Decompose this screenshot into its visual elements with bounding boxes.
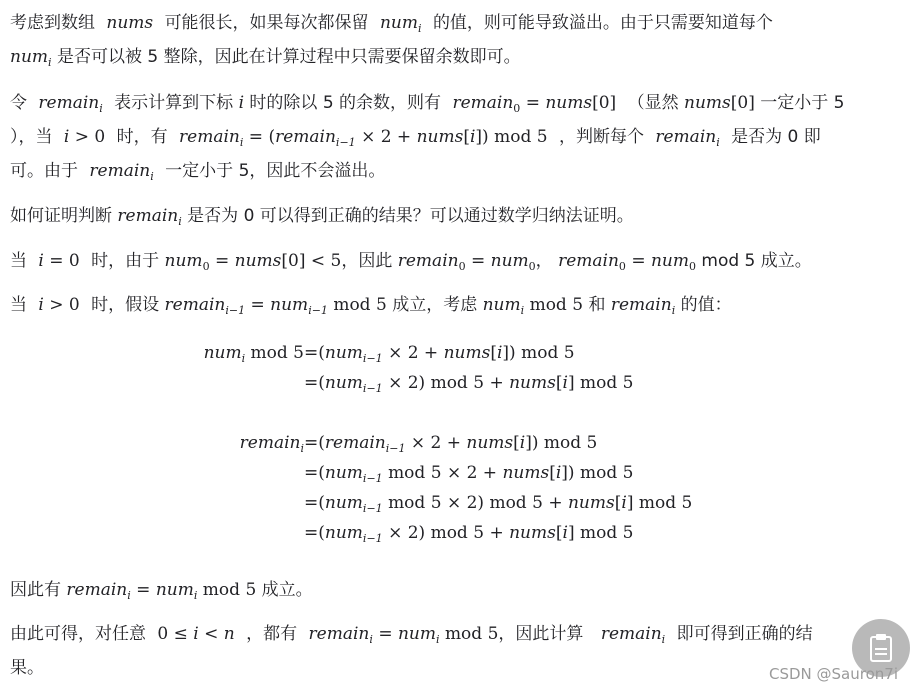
math-nums: nums xyxy=(684,93,731,113)
math-op: =( xyxy=(304,433,325,453)
math-eq: = xyxy=(631,251,646,271)
math-bracket: ]) xyxy=(475,127,489,147)
math-i: i xyxy=(519,433,526,453)
math-num: num xyxy=(10,47,49,67)
paragraph-7 xyxy=(10,617,896,685)
text: 果。 xyxy=(10,658,44,678)
equation-rhs xyxy=(304,368,633,398)
math-sub: i−1 xyxy=(385,442,406,455)
text: < 5，因此 xyxy=(310,251,393,271)
math-remain: remain xyxy=(324,433,386,453)
math-sub: i−1 xyxy=(335,136,356,149)
math-op: + xyxy=(548,493,563,513)
math-range: 0 ≤ xyxy=(157,624,188,644)
text: 当 xyxy=(10,295,27,315)
math-cond: > 0 xyxy=(49,295,80,315)
math-bracket: [ xyxy=(490,343,497,363)
math-mod: mod 5 xyxy=(430,373,485,393)
math-eq: = xyxy=(525,93,540,113)
text: 是否为 0 可以得到正确的结果？可以通过数学归纳法证明。 xyxy=(187,206,634,226)
math-sub: i xyxy=(241,352,246,365)
text: 即可得到正确的结 xyxy=(676,624,813,644)
math-nums: nums xyxy=(106,13,154,33)
math-i: i xyxy=(38,295,44,315)
text: ），当 xyxy=(10,127,53,147)
math-sub: 0 xyxy=(458,260,466,273)
math-num: num xyxy=(155,580,194,600)
math-i: i xyxy=(238,93,245,113)
math-op: × 2 xyxy=(388,373,419,393)
paragraph-4 xyxy=(10,244,896,278)
equation-row xyxy=(0,368,912,398)
math-i: i xyxy=(562,373,568,393)
math-paren: ) xyxy=(418,523,426,543)
math-eq: = xyxy=(470,251,486,271)
math-remain: remain xyxy=(89,161,151,181)
math-index: [0] xyxy=(281,251,306,271)
equation-row xyxy=(0,338,912,368)
math-sub: i xyxy=(661,633,666,646)
math-mod: mod 5 xyxy=(430,523,485,543)
math-sub: i−1 xyxy=(362,382,383,395)
math-i: i xyxy=(555,463,562,483)
math-num: num xyxy=(324,493,363,513)
math-mod: mod 5 xyxy=(388,463,442,483)
text: mod 5 和 xyxy=(529,295,606,315)
math-bracket: [ xyxy=(549,463,556,483)
math-bracket: ] xyxy=(567,523,575,543)
math-sub: i−1 xyxy=(308,304,328,317)
math-sub: 0 xyxy=(513,102,521,115)
math-eq: = xyxy=(136,580,151,600)
math-mod: mod 5 xyxy=(521,343,575,363)
math-eq: = xyxy=(214,251,230,271)
paragraph-2 xyxy=(10,86,896,188)
math-remain: remain xyxy=(452,93,514,113)
math-mod: mod 5 xyxy=(494,127,548,147)
math-sub: 0 xyxy=(689,260,696,273)
math-bracket: [ xyxy=(555,523,563,543)
text: 表示计算到下标 xyxy=(114,93,234,113)
math-op: =( xyxy=(304,463,325,483)
math-sub: i xyxy=(369,633,373,646)
math-remain: remain xyxy=(117,206,179,226)
math-num: num xyxy=(203,343,242,363)
math-remain: remain xyxy=(558,251,619,271)
math-remain: remain xyxy=(179,127,240,147)
math-remain: remain xyxy=(397,251,459,271)
math-sub: i xyxy=(436,633,440,646)
equation-row xyxy=(0,428,912,458)
math-mod: mod 5 xyxy=(388,493,442,513)
math-bracket: ] xyxy=(567,373,575,393)
math-sub: 0 xyxy=(528,260,536,273)
math-op: × 2 + xyxy=(388,343,439,363)
math-remain: remain xyxy=(655,127,717,147)
math-op: × 2 xyxy=(388,523,419,543)
math-sub: i−1 xyxy=(362,532,383,545)
math-nums: nums xyxy=(567,493,615,513)
math-sub: 0 xyxy=(618,260,626,273)
text: 因此有 xyxy=(10,580,61,600)
text: 如何证明判断 xyxy=(10,206,112,226)
text: 时，由于 xyxy=(91,251,160,271)
math-remain: remain xyxy=(164,295,226,315)
text: 是否可以被 5 整除，因此在计算过程中只需要保留余数即可。 xyxy=(56,47,521,67)
text: mod 5 成立，考虑 xyxy=(333,295,478,315)
math-bracket: ]) xyxy=(561,463,575,483)
math-sub: i xyxy=(150,170,154,183)
text: 可。由于 xyxy=(10,161,78,181)
text: 时，有 xyxy=(116,127,168,147)
text: ，判断每个 xyxy=(558,127,644,147)
math-i: i xyxy=(621,493,627,513)
math-bracket: [ xyxy=(513,433,520,453)
math-remain: remain xyxy=(66,580,128,600)
math-num: num xyxy=(379,13,418,33)
math-num: num xyxy=(490,251,529,271)
math-index: [0] xyxy=(730,93,755,113)
math-remain: remain xyxy=(275,127,336,147)
math-i: i xyxy=(38,251,44,271)
math-bracket: ] xyxy=(626,493,634,513)
math-op: =( xyxy=(304,493,325,513)
math-nums: nums xyxy=(466,433,514,453)
math-bracket: [ xyxy=(463,127,470,147)
math-remain: remain xyxy=(38,93,100,113)
math-sub: i xyxy=(418,22,422,35)
text: 是否为 0 即 xyxy=(731,127,821,147)
math-op: × 2 + xyxy=(361,127,412,147)
math-bracket: ]) xyxy=(525,433,539,453)
paragraph-3 xyxy=(10,199,896,233)
text: 令 xyxy=(10,93,27,113)
math-sub: i−1 xyxy=(362,502,383,515)
math-sub: i xyxy=(193,589,198,602)
equation-rhs xyxy=(304,488,692,518)
math-i: i xyxy=(562,523,568,543)
math-num: num xyxy=(270,295,309,315)
text: 一定小于 5 xyxy=(760,93,845,113)
math-nums: nums xyxy=(234,251,282,271)
text: 由此可得，对任意 xyxy=(10,624,146,644)
math-mod: mod 5 xyxy=(579,463,634,483)
math-num: num xyxy=(650,251,689,271)
math-sub: i xyxy=(239,136,244,149)
math-nums: nums xyxy=(509,373,556,393)
text: 当 xyxy=(10,251,27,271)
math-nums: nums xyxy=(509,523,556,543)
text: ， xyxy=(535,251,553,271)
text: 的值，则可能导致溢出。由于只需要知道每个 xyxy=(432,13,773,33)
text: 考虑到数组 xyxy=(10,13,95,33)
equation-rhs xyxy=(304,458,633,488)
math-num: num xyxy=(482,295,521,315)
math-mod: mod 5 xyxy=(489,493,543,513)
math-mod: mod 5 xyxy=(543,433,598,453)
math-num: num xyxy=(164,251,203,271)
paragraph-5 xyxy=(10,288,896,322)
math-i: i xyxy=(496,343,503,363)
math-num: num xyxy=(324,373,363,393)
text: 的值： xyxy=(680,295,732,315)
equation-rhs xyxy=(304,518,633,548)
math-sub: i xyxy=(127,589,131,602)
math-remain: remain xyxy=(239,433,301,453)
math-mod: mod 5 xyxy=(579,373,634,393)
clipboard-icon xyxy=(868,633,894,663)
math-sub: i xyxy=(178,215,182,228)
math-bracket: ]) xyxy=(502,343,516,363)
math-op: < xyxy=(204,624,219,644)
math-i: i xyxy=(63,127,70,147)
math-sub: i xyxy=(48,56,52,69)
math-eq: = xyxy=(378,624,393,644)
math-nums: nums xyxy=(416,127,464,147)
math-i: i xyxy=(193,624,199,644)
paragraph-6 xyxy=(10,573,896,607)
math-op: =( xyxy=(304,373,325,393)
math-bracket: [ xyxy=(555,373,563,393)
math-sub: i−1 xyxy=(362,472,383,485)
math-sub: i−1 xyxy=(225,304,246,317)
math-num: num xyxy=(324,463,363,483)
text: mod 5 成立。 xyxy=(202,580,313,600)
math-sub: i xyxy=(671,304,676,317)
text: 可能很长，如果每次都保留 xyxy=(164,13,369,33)
math-sub: i xyxy=(716,136,720,149)
math-sub: 0 xyxy=(202,260,210,273)
math-sub: i−1 xyxy=(362,352,383,365)
math-eq: = xyxy=(250,295,265,315)
math-sub: i xyxy=(300,442,304,455)
math-mod: mod 5 xyxy=(579,523,634,543)
text: （显然 xyxy=(627,93,679,113)
math-bracket: [ xyxy=(614,493,622,513)
math-op: × 2 xyxy=(446,493,478,513)
math-eq: = xyxy=(248,127,264,147)
text: 时的除以 5 的余数，则有 xyxy=(249,93,442,113)
equation-rhs xyxy=(304,338,575,368)
math-op: × 2 + xyxy=(410,433,461,453)
math-sub: i xyxy=(99,102,103,115)
math-num: num xyxy=(324,523,363,543)
text: ，都有 xyxy=(246,624,298,644)
math-op: × 2 + xyxy=(446,463,498,483)
text: mod 5 成立。 xyxy=(701,251,812,271)
math-op: + xyxy=(489,373,504,393)
text: 一定小于 5，因此不会溢出。 xyxy=(165,161,386,181)
math-paren: ) xyxy=(418,373,426,393)
math-num: num xyxy=(324,343,363,363)
math-mod: mod 5 xyxy=(250,343,304,363)
equation-row xyxy=(0,488,912,518)
text: 时，假设 xyxy=(91,295,160,315)
math-paren: ( xyxy=(268,127,276,147)
math-i: i xyxy=(469,127,476,147)
equation-row xyxy=(0,518,912,548)
math-op: + xyxy=(489,523,504,543)
watermark: CSDN @Sauron7i xyxy=(769,665,898,683)
equation-rhs xyxy=(304,428,597,458)
math-nums: nums xyxy=(502,463,550,483)
math-num: num xyxy=(397,624,436,644)
math-mod: mod 5 xyxy=(638,493,693,513)
math-index: [0] xyxy=(592,93,617,113)
math-sub: i xyxy=(520,304,525,317)
math-cond: > 0 xyxy=(74,127,106,147)
math-nums: nums xyxy=(545,93,593,113)
math-op: =( xyxy=(304,343,325,363)
math-cond: = 0 xyxy=(49,251,80,271)
text: mod 5，因此计算 xyxy=(444,624,584,644)
equation-row xyxy=(0,458,912,488)
math-n: n xyxy=(223,624,235,644)
math-remain: remain xyxy=(600,624,662,644)
paragraph-1 xyxy=(10,6,896,74)
math-op: =( xyxy=(304,523,325,543)
math-nums: nums xyxy=(443,343,491,363)
math-remain: remain xyxy=(308,624,370,644)
math-paren: ) xyxy=(477,493,485,513)
math-remain: remain xyxy=(610,295,672,315)
